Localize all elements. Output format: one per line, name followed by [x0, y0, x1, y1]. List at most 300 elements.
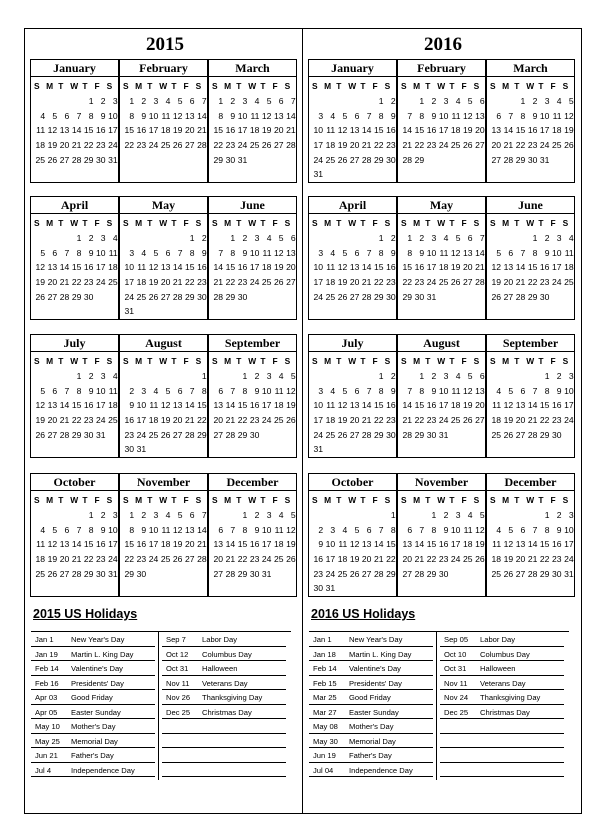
day-cell: 30	[249, 429, 260, 440]
weekday-header: S	[490, 81, 496, 91]
day-cell: 27	[185, 554, 195, 565]
day-cell: 1	[242, 371, 248, 381]
holiday-name: Memorial Day	[349, 736, 396, 746]
day-cell: 14	[402, 400, 413, 411]
day-cell: 18	[450, 400, 461, 411]
day-cell: 12	[172, 110, 183, 121]
day-cell: 30	[83, 291, 94, 302]
day-cell: 23	[426, 140, 437, 151]
day-cell: 22	[539, 554, 550, 565]
day-cell: 27	[213, 429, 224, 440]
day-cell: 14	[475, 247, 485, 258]
day-cell: 16	[96, 125, 106, 136]
month-name: October	[309, 474, 396, 491]
day-cell: 14	[197, 110, 207, 121]
day-cell: 10	[552, 247, 562, 258]
day-cell: 15	[414, 400, 425, 411]
day-cell: 4	[153, 385, 159, 396]
month-june-2016	[486, 196, 575, 320]
weekday-header: F	[461, 218, 467, 228]
day-cell: 4	[342, 524, 348, 535]
day-cell: 3	[153, 96, 159, 106]
weekday-header-row	[209, 352, 296, 366]
empty-day-cell	[348, 96, 360, 111]
day-cell: 13	[185, 524, 195, 535]
day-cell: 11	[492, 539, 502, 550]
empty-day-cell	[147, 233, 159, 248]
day-cell: 27	[47, 429, 58, 440]
month-name: March	[487, 60, 574, 77]
weekday-header: T	[171, 356, 177, 366]
weekday-header: W	[526, 356, 535, 366]
day-cell: 13	[59, 125, 70, 136]
day-cell: 22	[225, 277, 236, 288]
day-cell: 4	[141, 247, 147, 258]
day-cell: 28	[414, 568, 425, 579]
day-cell: 18	[249, 125, 260, 136]
day-cell: 15	[83, 539, 94, 550]
day-cell: 10	[261, 385, 272, 396]
day-cell: 2	[88, 233, 94, 243]
day-cell: 30	[552, 429, 562, 440]
weekday-header: M	[502, 495, 510, 505]
empty-day-cell	[490, 233, 502, 248]
day-cell: 19	[503, 554, 514, 565]
weekday-header: T	[336, 81, 342, 91]
day-cell: 30	[386, 154, 396, 165]
day-cell: 16	[237, 262, 248, 273]
weekday-header: S	[490, 218, 496, 228]
holiday-date: Nov 26	[166, 693, 191, 702]
weekday-header: S	[195, 218, 202, 228]
day-cell: 15	[414, 125, 425, 136]
weekday-header: T	[514, 356, 520, 366]
empty-day-cell	[183, 371, 195, 386]
day-cell: 20	[515, 415, 526, 426]
day-cell: 20	[402, 554, 413, 565]
weekday-header: S	[562, 356, 569, 366]
holiday-row	[440, 647, 564, 662]
weekday-header: F	[550, 356, 556, 366]
day-cell: 6	[218, 385, 224, 396]
day-cell: 15	[426, 539, 437, 550]
holiday-name: New Year's Day	[349, 635, 403, 644]
weekday-header: S	[106, 81, 113, 91]
day-cell: 28	[402, 429, 413, 440]
day-cell: 31	[438, 429, 449, 440]
day-cell: 14	[59, 400, 70, 411]
day-cell: 23	[249, 554, 260, 565]
day-cell: 1	[129, 96, 135, 106]
day-cell: 24	[539, 140, 550, 151]
day-cell: 13	[185, 110, 195, 121]
day-cell: 24	[96, 277, 106, 288]
day-cell: 28	[71, 154, 82, 165]
day-cell: 18	[160, 125, 171, 136]
weekday-header-row	[309, 77, 396, 91]
day-cell: 5	[40, 247, 46, 258]
weekday-header: W	[159, 218, 168, 228]
weekday-header: S	[195, 81, 202, 91]
day-cell: 6	[189, 96, 195, 106]
day-cell: 18	[108, 262, 118, 273]
weekday-header: F	[372, 495, 378, 505]
day-cell: 16	[83, 400, 94, 411]
holiday-row	[309, 748, 433, 763]
day-cell: 6	[354, 247, 360, 258]
day-cell: 23	[96, 554, 106, 565]
month-name: June	[209, 197, 296, 214]
day-cell: 9	[201, 247, 207, 258]
weekday-header: S	[123, 356, 129, 366]
holiday-name: Halloween	[480, 664, 516, 673]
month-name: March	[209, 60, 296, 77]
day-cell: 28	[527, 429, 538, 440]
day-cell: 21	[515, 277, 526, 288]
day-cell: 10	[438, 385, 449, 396]
day-cell: 30	[225, 154, 236, 165]
weekday-header: F	[550, 81, 556, 91]
day-cell: 2	[100, 96, 106, 106]
month-march-2015	[208, 59, 297, 183]
day-cell: 30	[96, 154, 106, 165]
day-cell: 5	[467, 371, 473, 381]
day-cell: 25	[35, 154, 46, 165]
day-cell: 17	[564, 400, 574, 411]
day-cell: 5	[455, 233, 461, 243]
weekday-header: F	[550, 218, 556, 228]
day-cell: 21	[197, 539, 207, 550]
holiday-row	[309, 719, 433, 734]
holiday-row	[309, 632, 433, 647]
day-cell: 15	[83, 125, 94, 136]
weekday-header: T	[425, 218, 431, 228]
weekday-header: T	[147, 356, 153, 366]
day-cell: 7	[520, 247, 526, 258]
day-cell: 3	[266, 510, 272, 520]
weekday-header: T	[514, 81, 520, 91]
weekday-header-row	[487, 77, 574, 91]
day-cell: 16	[386, 262, 396, 273]
month-name: May	[398, 197, 485, 214]
weekday-header: F	[94, 218, 100, 228]
day-cell: 11	[326, 125, 336, 136]
day-cell: 18	[274, 400, 284, 411]
day-cell: 9	[556, 385, 562, 396]
day-grid	[487, 91, 574, 169]
day-cell: 10	[96, 247, 106, 258]
day-cell: 16	[136, 125, 147, 136]
day-cell: 11	[552, 110, 562, 121]
day-cell: 30	[438, 568, 449, 579]
weekday-header: F	[550, 495, 556, 505]
holiday-date: Dec 25	[166, 707, 191, 717]
day-cell: 24	[426, 277, 437, 288]
weekday-header: S	[34, 495, 40, 505]
weekday-header: M	[224, 218, 232, 228]
weekday-header: W	[526, 81, 535, 91]
holiday-date: Apr 03	[35, 693, 58, 702]
day-cell: 16	[96, 539, 106, 550]
weekday-header: M	[46, 218, 54, 228]
day-cell: 17	[438, 125, 449, 136]
weekday-header: F	[183, 356, 189, 366]
empty-day-cell	[348, 371, 360, 386]
day-cell: 1	[407, 233, 413, 243]
day-cell: 24	[261, 554, 272, 565]
weekday-header-row	[120, 214, 207, 228]
day-cell: 13	[515, 539, 526, 550]
empty-day-cell	[34, 233, 46, 248]
day-cell: 7	[366, 110, 372, 121]
weekday-header: W	[70, 495, 79, 505]
holidays-title-2015: 2015 US Holidays	[33, 607, 138, 621]
day-cell: 15	[185, 262, 195, 273]
month-july-2016	[308, 334, 397, 458]
day-cell: 23	[386, 415, 396, 426]
holiday-row	[440, 734, 564, 749]
holiday-name: Thanksgiving Day	[480, 693, 541, 702]
day-grid	[120, 91, 207, 155]
weekday-header: T	[147, 495, 153, 505]
day-cell: 5	[496, 247, 502, 258]
day-cell: 23	[527, 140, 538, 151]
day-cell: 8	[218, 110, 224, 121]
holiday-name: Columbus Day	[480, 649, 530, 659]
day-cell: 4	[443, 233, 449, 243]
day-cell: 8	[76, 247, 82, 258]
day-cell: 14	[374, 539, 384, 550]
day-cell: 30	[386, 291, 396, 302]
day-cell: 24	[313, 429, 324, 440]
day-cell: 25	[491, 429, 502, 440]
empty-day-cell	[212, 233, 224, 248]
day-cell: 1	[431, 510, 437, 520]
month-name: February	[120, 60, 207, 77]
day-cell: 27	[463, 277, 473, 288]
day-cell: 22	[515, 140, 526, 151]
day-cell: 29	[185, 291, 195, 302]
weekday-header: W	[437, 218, 446, 228]
day-cell: 12	[172, 524, 183, 535]
day-cell: 28	[374, 568, 384, 579]
empty-day-cell	[135, 233, 147, 248]
day-cell: 20	[475, 125, 485, 136]
holiday-row	[309, 647, 433, 662]
weekday-header: T	[336, 218, 342, 228]
day-cell: 25	[337, 568, 348, 579]
empty-day-cell	[123, 371, 135, 386]
day-cell: 31	[261, 568, 272, 579]
holiday-row	[309, 690, 433, 705]
day-grid	[209, 91, 296, 169]
weekday-header: M	[502, 81, 510, 91]
day-cell: 17	[96, 400, 106, 411]
day-cell: 17	[108, 125, 118, 136]
day-cell: 9	[230, 110, 236, 121]
month-august-2016	[397, 334, 486, 458]
holiday-row	[309, 763, 433, 778]
day-cell: 1	[544, 371, 550, 381]
day-cell: 22	[124, 554, 135, 565]
day-cell: 5	[508, 524, 514, 535]
day-cell: 29	[539, 429, 550, 440]
day-cell: 15	[515, 125, 526, 136]
day-cell: 22	[237, 415, 248, 426]
day-cell: 4	[556, 96, 562, 106]
day-cell: 31	[136, 444, 147, 455]
holiday-name: Presidents' Day	[71, 678, 124, 688]
weekday-header: M	[324, 81, 332, 91]
weekday-header: T	[425, 356, 431, 366]
day-grid	[31, 505, 118, 583]
day-cell: 27	[503, 291, 514, 302]
day-cell: 13	[172, 400, 183, 411]
holiday-date: Oct 31	[444, 664, 467, 673]
empty-day-cell	[413, 510, 425, 525]
day-cell: 23	[136, 554, 147, 565]
holiday-row	[440, 632, 564, 647]
day-cell: 15	[197, 400, 207, 411]
day-cell: 15	[124, 539, 135, 550]
day-cell: 25	[261, 277, 272, 288]
day-cell: 14	[172, 262, 183, 273]
day-cell: 2	[390, 96, 396, 106]
day-cell: 20	[47, 277, 58, 288]
month-name: September	[209, 335, 296, 352]
day-cell: 26	[337, 429, 348, 440]
day-cell: 8	[544, 385, 550, 396]
day-cell: 2	[100, 510, 106, 520]
day-cell: 22	[237, 554, 248, 565]
holiday-date: Jul 04	[313, 765, 334, 775]
day-cell: 12	[564, 110, 574, 121]
weekday-header-row	[487, 214, 574, 228]
day-cell: 28	[172, 291, 183, 302]
weekday-header: T	[514, 218, 520, 228]
weekday-header: S	[312, 81, 318, 91]
day-cell: 21	[402, 140, 413, 151]
weekday-header: T	[171, 81, 177, 91]
weekday-header: F	[183, 218, 189, 228]
day-cell: 19	[491, 277, 502, 288]
day-cell: 23	[438, 554, 449, 565]
holiday-name: Christmas Day	[202, 707, 252, 717]
day-cell: 21	[286, 125, 296, 136]
holidays-title-2016: 2016 US Holidays	[311, 607, 416, 621]
holiday-date: Jan 19	[35, 649, 58, 659]
day-cell: 27	[274, 140, 284, 151]
empty-day-cell	[502, 233, 514, 248]
empty-day-cell	[514, 510, 526, 525]
day-cell: 2	[141, 96, 147, 106]
day-cell: 13	[349, 262, 360, 273]
day-cell: 6	[64, 110, 70, 121]
day-cell: 17	[552, 262, 562, 273]
day-cell: 6	[354, 110, 360, 121]
weekday-header: S	[473, 218, 480, 228]
weekday-header: F	[183, 495, 189, 505]
day-grid	[487, 505, 574, 583]
weekday-header: S	[123, 495, 129, 505]
day-cell: 5	[290, 510, 296, 520]
day-cell: 4	[112, 233, 118, 243]
day-cell: 10	[108, 524, 118, 535]
day-cell: 22	[374, 415, 384, 426]
month-july-2015	[30, 334, 119, 458]
day-cell: 28	[197, 140, 207, 151]
day-cell: 9	[129, 400, 135, 411]
day-cell: 1	[201, 371, 207, 381]
weekday-header: T	[82, 81, 88, 91]
day-cell: 18	[491, 554, 502, 565]
day-cell: 14	[286, 110, 296, 121]
empty-day-cell	[360, 233, 372, 248]
day-cell: 12	[463, 110, 473, 121]
day-cell: 5	[467, 96, 473, 106]
day-cell: 6	[218, 524, 224, 535]
weekday-header: T	[449, 81, 455, 91]
day-cell: 3	[112, 96, 118, 106]
day-cell: 4	[40, 524, 46, 535]
day-cell: 27	[185, 140, 195, 151]
day-cell: 19	[503, 415, 514, 426]
day-cell: 24	[108, 554, 118, 565]
day-cell: 12	[503, 400, 514, 411]
day-cell: 5	[266, 96, 272, 106]
day-cell: 26	[47, 154, 58, 165]
empty-day-cell	[502, 510, 514, 525]
day-cell: 30	[83, 429, 94, 440]
day-cell: 29	[374, 291, 384, 302]
day-cell: 21	[213, 277, 224, 288]
day-cell: 11	[274, 385, 284, 396]
day-cell: 1	[218, 96, 224, 106]
weekday-header: W	[248, 218, 257, 228]
day-cell: 6	[165, 247, 171, 258]
day-cell: 2	[556, 510, 562, 520]
day-cell: 12	[337, 400, 348, 411]
day-cell: 4	[330, 247, 336, 258]
day-cell: 4	[496, 385, 502, 396]
day-cell: 20	[213, 554, 224, 565]
day-cell: 25	[274, 415, 284, 426]
month-april-2015	[30, 196, 119, 320]
day-cell: 7	[177, 247, 183, 258]
holiday-row	[440, 763, 564, 778]
day-grid	[120, 228, 207, 320]
weekday-header: S	[401, 81, 407, 91]
weekday-header: W	[70, 81, 79, 91]
day-cell: 17	[96, 262, 106, 273]
day-cell: 15	[237, 539, 248, 550]
day-cell: 19	[475, 539, 485, 550]
day-cell: 20	[274, 125, 284, 136]
day-cell: 21	[71, 140, 82, 151]
day-cell: 10	[237, 110, 248, 121]
day-cell: 2	[556, 371, 562, 381]
holiday-date: Mar 27	[313, 707, 337, 717]
day-cell: 23	[96, 140, 106, 151]
day-cell: 13	[274, 110, 284, 121]
day-cell: 11	[451, 385, 461, 396]
day-cell: 29	[414, 429, 425, 440]
day-cell: 19	[160, 415, 171, 426]
weekday-header: M	[46, 495, 54, 505]
day-cell: 13	[349, 125, 360, 136]
day-cell: 21	[475, 262, 485, 273]
day-cell: 5	[342, 385, 348, 396]
